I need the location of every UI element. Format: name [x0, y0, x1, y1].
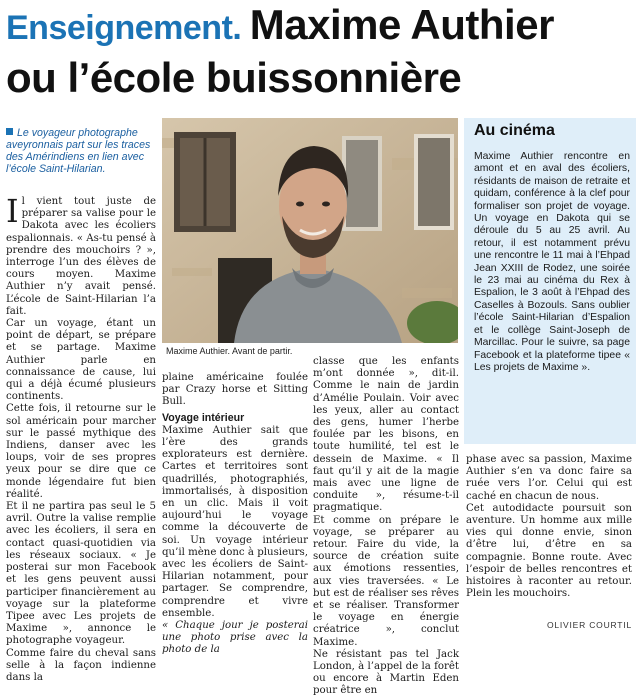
article-column-4	[466, 454, 632, 600]
article-photo	[162, 118, 458, 343]
paragraph: « Chaque jour je posterai une photo prise avec la photo de la	[162, 620, 308, 656]
article-column-3	[313, 356, 459, 698]
paragraph	[6, 192, 156, 318]
headline-row-1	[6, 0, 634, 53]
paragraph: Maxime Authier sait que l’ère des grands explorateurs est dernière. Cartes et territoires sont quadrillés, photographiés, immortalisés, à disposition en un clic. Mais il voit aujourd’hui le voyage comme la découverte de soi. Un voyage intérieur qu’il mène donc à plusieurs, avec les écoliers de Saint-Hilarian notamment, pour partager. Se comprendre, comprendre et vivre ensemble.	[162, 424, 308, 619]
sidebar-title: Au cinéma	[474, 122, 555, 139]
headline-kicker: Enseignement.	[6, 9, 242, 47]
paragraph: classe que les enfants m’ont donnée », dit-il. Comme le nain de jardin d’Amélie Poulain. Voir avec les yeux, aller au contact des gens, humer l’herbe foulée par les bisons, en toute humilité, tel est le dessein de Maxime. « Il faut qu’il y ait de la magie mais avec une ligne de conduite », résume-t-il pragmatique.	[313, 356, 459, 514]
paragraph: Car un voyage, étant un point de départ, se prépare et se partage. Maxime Authier parle en connaissance de cause, lui qui a déjà écumé plusieurs continents.	[6, 318, 156, 403]
paragraph: plaine américaine foulée par Crazy horse et Sitting Bull.	[162, 372, 308, 408]
lede-square-icon	[6, 128, 13, 135]
portrait-illustration	[162, 118, 458, 343]
lede	[6, 127, 156, 175]
subheading: Voyage intérieur	[162, 411, 245, 424]
article-column-1	[6, 192, 156, 684]
drop-cap: I	[6, 192, 19, 230]
paragraph: Cet autodidacte poursuit son aventure. Un homme aux mille vies qui donne envie, sinon d’être lui, d’être en sa compagnie. Bonne route. Avec l’espoir de belles rencontres et histoires à raconter au retour. Plein les mouchoirs.	[466, 502, 632, 600]
article-column-2	[162, 372, 308, 657]
photo-caption: Maxime Authier. Avant de partir.	[166, 346, 293, 356]
paragraph: Comme faire du cheval sans selle à la façon indienne dans la	[6, 647, 156, 683]
byline: OLIVIER COURTIL	[546, 620, 632, 630]
headline-title-line1: Maxime Authier	[249, 1, 554, 48]
headline-title-line2: ou l’école buissonnière	[6, 54, 462, 101]
paragraph: Ne résistant pas tel Jack London, à l’appel de la forêt ou encore à Martin Eden pour être en	[313, 648, 459, 697]
lede-text: Le voyageur photographe aveyronnais part sur les traces des Amérindiens en lien avec l’école Saint-Hilarian.	[6, 127, 151, 175]
paragraph-text: l vient tout juste de préparer sa valise pour le Dakota avec les écoliers espalionnais. « As-tu pensé à prendre des mouchoirs ? », interroge l’un des élèves de cours moyen. Maxime Authier n’y avait pensé. L’école de Saint-Hilarian l’a fait.	[6, 196, 156, 317]
paragraph: Et comme on prépare le voyage, se préparer au retour. Faire du vide, la source de création suite aux émotions ressenties, aux vies traversées. « Le but est de réaliser ses rêves et se réaliser. Transformer le voyage en énergie créatrice », conclut Maxime.	[313, 514, 459, 648]
sidebar-text: Maxime Authier rencontre en amont et en aval des écoliers, résidants de maison de retraite et quidam, conférence à la clef pour formaliser son projet de voyage. Un voyage en Dakota qui se déroule du 5 au 25 avril. Au retour, il est notamment prévu une rencontre le 11 mai à l’Ehpad Jean XXIII de Rodez, une soirée le 23 mai au cinéma du Rex à Espalion, le 3 août à l’Ehpad des Caselles à Bozouls. Sans oublier l’école Saint-Hilarian d’Espalion et le collège Saint-Joseph de Marcillac. Pour le suivre, sa page Facebook et la plateforme tipee « Les projets de Maxime ».	[474, 151, 630, 373]
paragraph: Et il ne partira pas seul le 5 avril. Outre la valise remplie avec les écoliers, il sera en contact quasi-quotidien via les réseaux sociaux. « Je posterai sur mon Facebook et les gens peuvent aussi participer financièrement au voyage sur la plateforme Tipee avec Les projets de Maxime », annonce le photographe voyageur.	[6, 501, 156, 647]
paragraph: phase avec sa passion, Maxime Authier s’en va donc faire sa ruée vers l’or. Celui qui est caché en chacun de nous.	[466, 454, 632, 502]
paragraph: Cette fois, il retourne sur le sol américain pour marcher sur le passé mythique des Indiens, danser avec les loups, voir de ses propres yeux pour se dire que ce monde légendaire fut bien réalité.	[6, 403, 156, 500]
headline	[6, 0, 634, 103]
